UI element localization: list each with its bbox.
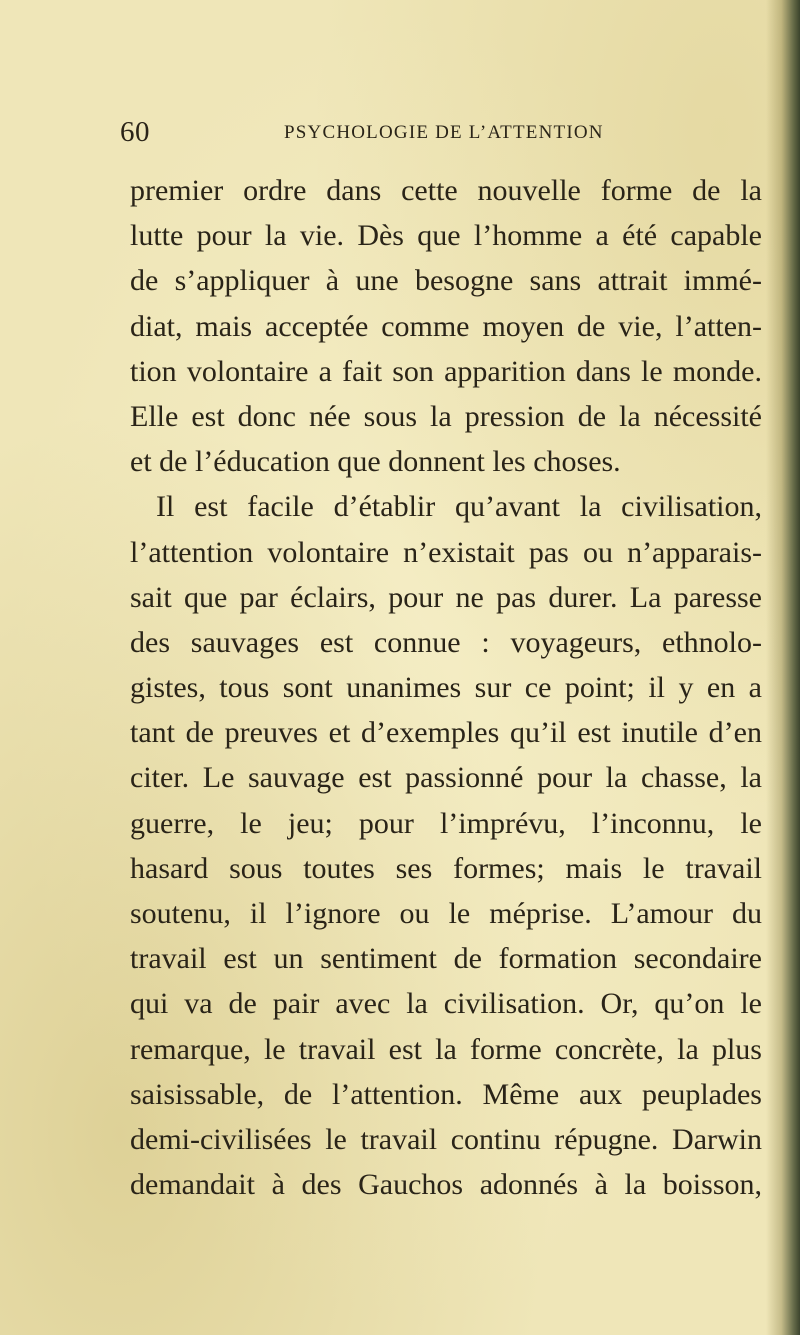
text-line: remarque, le travail est la forme concrète, la plus	[130, 1032, 762, 1066]
text-line: de s’appliquer à une besogne sans attrait immé-	[130, 264, 762, 298]
text-line: hasard sous toutes ses formes; mais le travail	[130, 851, 762, 885]
page-edge-shadow	[766, 0, 800, 1335]
text-line: lutte pour la vie. Dès que l’homme a été capable	[130, 219, 762, 253]
text-line: soutenu, il l’ignore ou le méprise. L’amour du	[130, 897, 762, 930]
body-text	[130, 168, 762, 1207]
text-line: tant de preuves et d’exemples qu’il est inutile d’en	[130, 716, 762, 750]
text-line: demandait à des Gauchos adonnés à la boisson,	[130, 1168, 762, 1202]
text-line: citer. Le sauvage est passionné pour la chasse, la	[130, 761, 762, 795]
page-number: 60	[120, 116, 150, 148]
text-line: Elle est donc née sous la pression de la nécessité	[130, 399, 762, 433]
text-line: gistes, tous sont unanimes sur ce point; il y en a	[130, 671, 762, 705]
text-line: l’attention volontaire n’existait pas ou n’apparais-	[130, 535, 762, 569]
text-line: saisissable, de l’attention. Même aux peuplades	[130, 1077, 762, 1111]
paragraph-end-line: et de l’éducation que donnent les choses.	[130, 445, 621, 479]
running-head-title: PSYCHOLOGIE DE L’ATTENTION	[284, 122, 604, 143]
text-line: tion volontaire a fait son apparition dans le monde.	[130, 354, 762, 388]
text-line: guerre, le jeu; pour l’imprévu, l’inconnu, le	[130, 806, 762, 840]
text-line: diat, mais acceptée comme moyen de vie, l’atten-	[130, 309, 762, 343]
text-line: sait que par éclairs, pour ne pas durer. La paresse	[130, 580, 762, 614]
text-line: qui va de pair avec la civilisation. Or, qu’on le	[130, 987, 762, 1021]
text-line: travail est un sentiment de formation secondaire	[130, 942, 762, 976]
text-line: des sauvages est connue : voyageurs, ethnolo-	[130, 625, 762, 659]
text-line: demi-civilisées le travail continu répugne. Darwin	[130, 1122, 762, 1156]
running-head	[120, 116, 640, 156]
paragraph-start-line: Il est facile d’établir qu’avant la civilisation,	[156, 490, 762, 524]
text-line: premier ordre dans cette nouvelle forme de la	[130, 174, 762, 207]
